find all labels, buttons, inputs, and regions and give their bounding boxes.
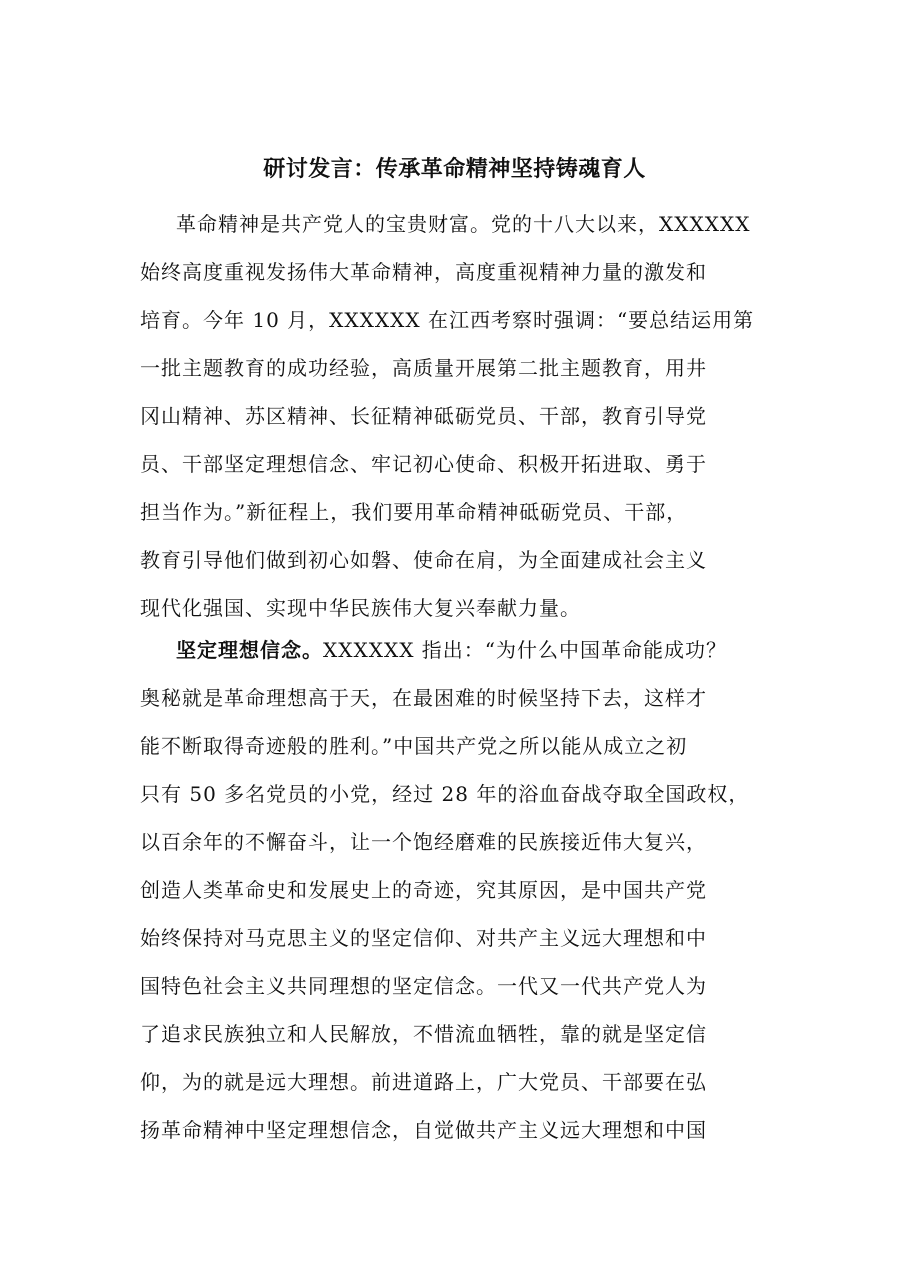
paragraph-intro bbox=[140, 200, 780, 632]
text-line: 冈山精神、苏区精神、长征精神砥砺党员、干部，教育引导党 bbox=[140, 404, 707, 428]
text-line: 仰，为的就是远大理想。前进道路上，广大党员、干部要在弘 bbox=[140, 1070, 707, 1094]
text-line: 只有 50 多名党员的小党，经过 28 年的浴血奋战夺取全国政权， bbox=[140, 782, 750, 806]
document-title: 研讨发言：传承革命精神坚持铸魂育人 bbox=[263, 157, 646, 182]
text-line: 始终高度重视发扬伟大革命精神，高度重视精神力量的激发和 bbox=[140, 260, 707, 284]
text-line bbox=[140, 626, 780, 674]
text-line: 员、干部坚定理想信念、牢记初心使命、积极开拓进取、勇于 bbox=[140, 452, 707, 476]
text-line: 以百余年的不懈奋斗，让一个饱经磨难的民族接近伟大复兴， bbox=[140, 830, 707, 854]
text-line: 国特色社会主义共同理想的坚定信念。一代又一代共产党人为 bbox=[140, 974, 707, 998]
text-line: 了追求民族独立和人民解放，不惜流血牺牲，靠的就是坚定信 bbox=[140, 1022, 707, 1046]
text-line: 始终保持对马克思主义的坚定信仰、对共产主义远大理想和中 bbox=[140, 926, 707, 950]
text-line: 奥秘就是革命理想高于天，在最困难的时候坚持下去，这样才 bbox=[140, 686, 707, 710]
text-line: 教育引导他们做到初心如磐、使命在肩，为全面建成社会主义 bbox=[140, 548, 707, 572]
text-line: 担当作为。”新征程上，我们要用革命精神砥砺党员、干部， bbox=[140, 500, 688, 524]
text-line: 培育。今年 10 月，XXXXXX 在江西考察时强调：“要总结运用第 bbox=[140, 308, 755, 332]
text-line: 创造人类革命史和发展史上的奇迹，究其原因，是中国共产党 bbox=[140, 878, 707, 902]
text-line: 革命精神是共产党人的宝贵财富。党的十八大以来，XXXXXX bbox=[176, 212, 751, 236]
paragraph-ideals bbox=[140, 626, 780, 1154]
section-lead-heading: 坚定理想信念。 bbox=[176, 638, 323, 662]
text-line: 现代化强国、实现中华民族伟大复兴奉献力量。 bbox=[140, 596, 581, 620]
text-line: 一批主题教育的成功经验，高质量开展第二批主题教育，用井 bbox=[140, 356, 707, 380]
text-line: 能不断取得奇迹般的胜利。”中国共产党之所以能从成立之初 bbox=[140, 734, 688, 758]
text-run: XXXXXX 指出：“为什么中国革命能成功？ bbox=[323, 638, 728, 662]
text-line: 扬革命精神中坚定理想信念，自觉做共产主义远大理想和中国 bbox=[140, 1118, 707, 1142]
